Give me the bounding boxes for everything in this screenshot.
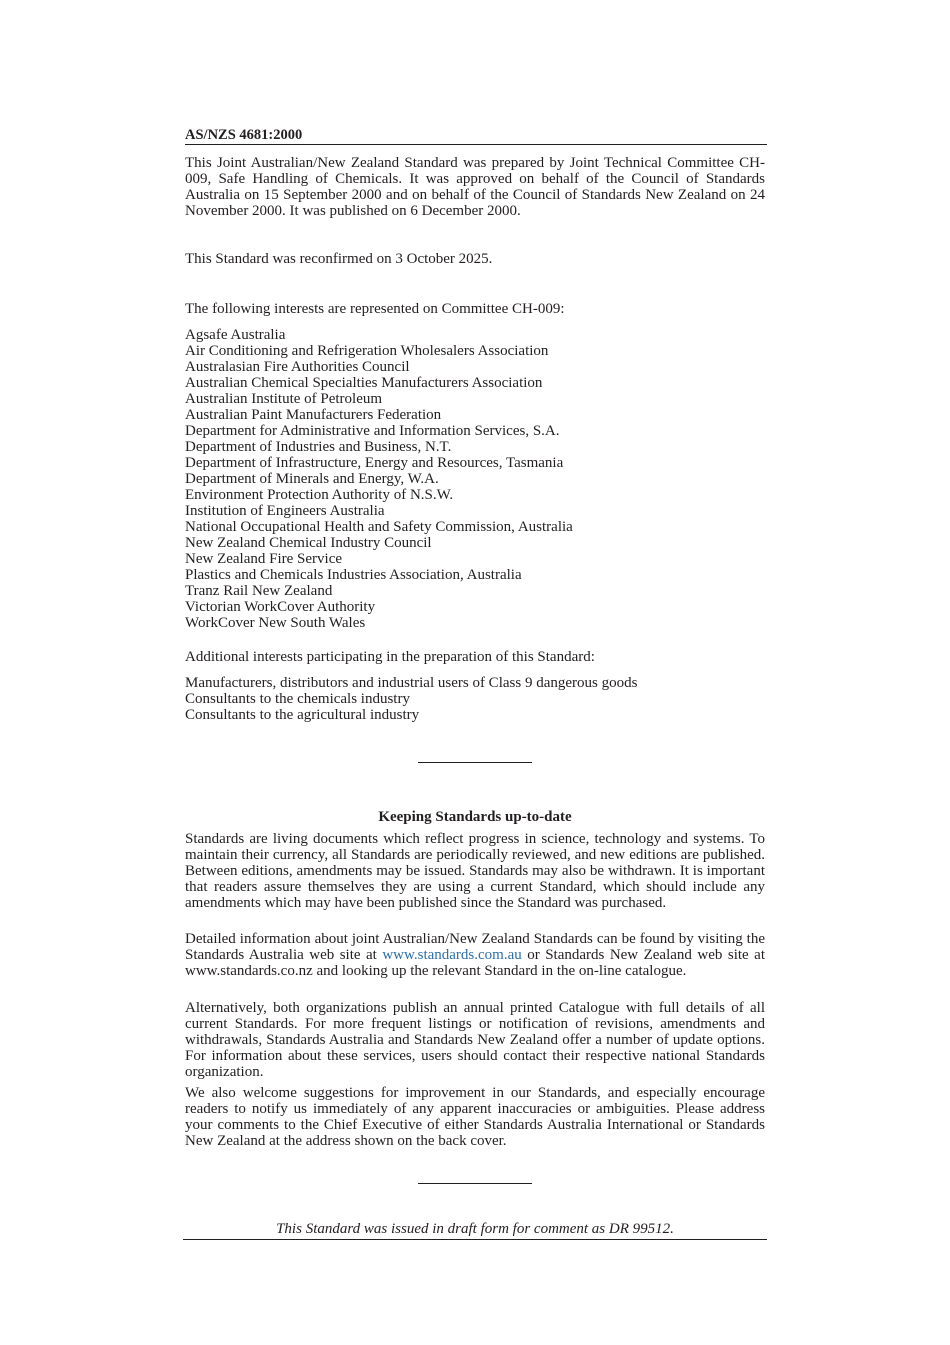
list-item: WorkCover New South Wales bbox=[185, 615, 366, 631]
keeping-paragraph-3: Alternatively, both organizations publish an annual printed Catalogue with full details of all current Standards. For more frequent listings or notification of revisions, amendments and withdrawals, Standards Australia and Standards New Zealand offer a number of update options. For information about these services, users should contact their respective national Standards organization. bbox=[185, 1000, 765, 1080]
list-item: Australian Chemical Specialties Manufacturers Association bbox=[185, 375, 543, 391]
paragraph-text: Detailed information about joint Australian/New Zealand Standards can be found by visiting the Standards Australia web site at bbox=[185, 931, 765, 963]
section-divider bbox=[418, 1183, 532, 1184]
list-item: Institution of Engineers Australia bbox=[185, 503, 385, 519]
list-item: Consultants to the chemicals industry bbox=[185, 691, 410, 707]
draft-note: This Standard was issued in draft form for comment as DR 99512. bbox=[183, 1221, 767, 1240]
list-item: Plastics and Chemicals Industries Association, Australia bbox=[185, 567, 522, 583]
additional-interests-list bbox=[185, 675, 765, 723]
section-divider bbox=[418, 762, 532, 763]
paragraph-text: or Standards New Zealand web site at www.standards.co.nz and looking up the relevant Standard in the on-line catalogue. bbox=[185, 947, 765, 979]
additional-interests-heading: Additional interests participating in the preparation of this Standard: bbox=[185, 649, 595, 665]
keeping-paragraph-4: We also welcome suggestions for improvement in our Standards, and especially encourage readers to notify us immediately of any apparent inaccuracies or ambiguities. Please address your comments to the Chief Executive of either Standards Australia International or Standards New Zealand at the address shown on the back cover. bbox=[185, 1085, 765, 1149]
list-item: National Occupational Health and Safety Commission, Australia bbox=[185, 519, 573, 535]
preparation-paragraph: This Joint Australian/New Zealand Standard was prepared by Joint Technical Committee CH-009, Safe Handling of Chemicals. It was approved on behalf of the Council of Standards Australia on 15 September 2000 and on behalf of the Council of Standards New Zealand on 24 November 2000. It was published on 6 December 2000. bbox=[185, 155, 765, 219]
list-item: Australasian Fire Authorities Council bbox=[185, 359, 410, 375]
list-item: Department of Industries and Business, N.T. bbox=[185, 439, 452, 455]
list-item: Department of Minerals and Energy, W.A. bbox=[185, 471, 439, 487]
list-item: Environment Protection Authority of N.S.W. bbox=[185, 487, 454, 503]
standards-australia-link[interactable]: www.standards.com.au bbox=[382, 947, 522, 963]
list-item: Tranz Rail New Zealand bbox=[185, 583, 333, 599]
keeping-paragraph-2 bbox=[185, 931, 765, 979]
list-item: Air Conditioning and Refrigeration Wholesalers Association bbox=[185, 343, 549, 359]
list-item: Manufacturers, distributors and industrial users of Class 9 dangerous goods bbox=[185, 675, 638, 691]
list-item: Australian Paint Manufacturers Federation bbox=[185, 407, 442, 423]
reconfirmed-paragraph: This Standard was reconfirmed on 3 October 2025. bbox=[185, 251, 493, 267]
list-item: New Zealand Fire Service bbox=[185, 551, 343, 567]
list-item: Agsafe Australia bbox=[185, 327, 286, 343]
keeping-standards-title: Keeping Standards up-to-date bbox=[378, 809, 572, 825]
list-item: Consultants to the agricultural industry bbox=[185, 707, 420, 723]
list-item: Department for Administrative and Information Services, S.A. bbox=[185, 423, 560, 439]
standard-number-header: AS/NZS 4681:2000 bbox=[185, 127, 767, 145]
committee-member-list bbox=[185, 327, 765, 631]
list-item: New Zealand Chemical Industry Council bbox=[185, 535, 432, 551]
committee-heading: The following interests are represented on Committee CH-009: bbox=[185, 301, 565, 317]
list-item: Department of Infrastructure, Energy and Resources, Tasmania bbox=[185, 455, 564, 471]
keeping-paragraph-1: Standards are living documents which reflect progress in science, technology and systems. To maintain their currency, all Standards are periodically reviewed, and new editions are published. Between editions, amendments may be issued. Standards may also be withdrawn. It is important that readers assure themselves they are using a current Standard, which should include any amendments which may have been published since the Standard was purchased. bbox=[185, 831, 765, 911]
list-item: Australian Institute of Petroleum bbox=[185, 391, 383, 407]
list-item: Victorian WorkCover Authority bbox=[185, 599, 376, 615]
